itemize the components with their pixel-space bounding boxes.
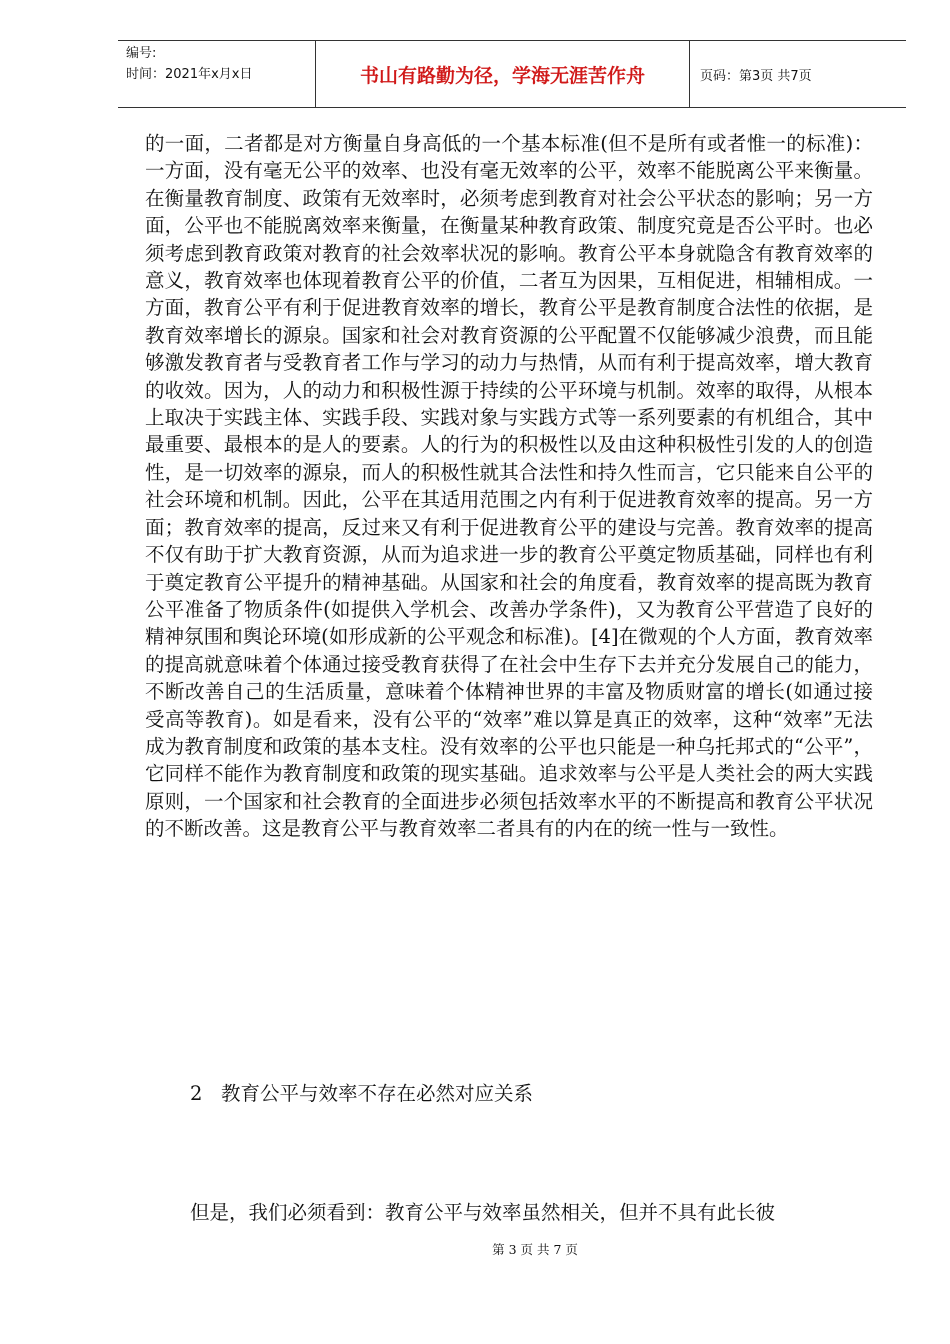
page-footer: 第 3 页 共 7 页 [492,1242,578,1257]
date-line: 时间：2021年x月x日 [126,67,253,82]
header-meta [118,41,316,107]
body-paragraph: 的一面，二者都是对方衡量自身高低的一个基本标准(但不是所有或者惟一的标准)：一方面，没有毫无公平的效率、也没有毫无效率的公平，效率不能脱离公平来衡量。在衡量教育制度、政策有无效率时，必须考虑到教育对社会公平状态的影响；另一方面，公平也不能脱离效率来衡量，在衡量某种教育政策、制度究竟是否公平时。也必须考虑到教育政策对教育的社会效率状况的影响。教育公平本身就隐含有教育效率的意义，教育效率也体现着教育公平的价值，二者互为因果，互相促进，相辅相成。一方面，教育公平有利于促进教育效率的增长，教育公平是教育制度合法性的依据，是教育效率增长的源泉。国家和社会对教育资源的公平配置不仅能够减少浪费，而且能够激发教育者与受教育者工作与学习的动力与热情，从而有利于提高效率，增大教育的收效。因为，人的动力和积极性源于持续的公平环境与机制。效率的取得，从根本上取决于实践主体、实践手段、实践对象与实践方式等一系列要素的有机组合，其中最重要、最根本的是人的要素。人的行为的积极性以及由这种积极性引发的人的创造性，是一切效率的源泉，而人的积极性就其合法性和持久性而言，它只能来自公平的社会环境和机制。因此，公平在其适用范围之内有利于促进教育效率的提高。另一方面；教育效率的提高，反过来又有利于促进教育公平的建设与完善。教育效率的提高不仅有助于扩大教育资源，从而为追求进一步的教育公平奠定物质基础，同样也有利于奠定教育公平提升的精神基础。从国家和社会的角度看，教育效率的提高既为教育公平准备了物质条件(如提供入学机会、改善办学条件)，又为教育公平营造了良好的精神氛围和舆论环境(如形成新的公平观念和标准)。[4]在微观的个人方面，教育效率的提高就意味着个体通过接受教育获得了在社会中生存下去并充分发展自己的能力，不断改善自己的生活质量，意味着个体精神世界的丰富及物质财富的增长(如通过接受高等教育)。如是看来，没有公平的“效率”难以算是真正的效率，这种“效率”无法成为教育制度和政策的基本支柱。没有效率的公平也只能是一种乌托邦式的“公平”，它同样不能作为教育制度和政策的现实基础。追求效率与公平是人类社会的两大实践原则，一个国家和社会教育的全面进步必须包括效率水平的不断提高和教育公平状况的不断改善。这是教育公平与教育效率二者具有的内在的统一性与一致性。 [145,132,873,841]
header-page-info: 页码：第3页 共7页 [700,68,812,84]
section-heading: 2 教育公平与效率不存在必然对应关系 [190,1082,534,1105]
next-paragraph: 但是，我们必须看到：教育公平与效率虽然相关，但并不具有此长彼 [190,1201,776,1224]
page-header [118,40,906,108]
header-motto: 书山有路勤为径，学海无涯苦作舟 [316,41,690,107]
number-label: 编号: [126,46,157,61]
